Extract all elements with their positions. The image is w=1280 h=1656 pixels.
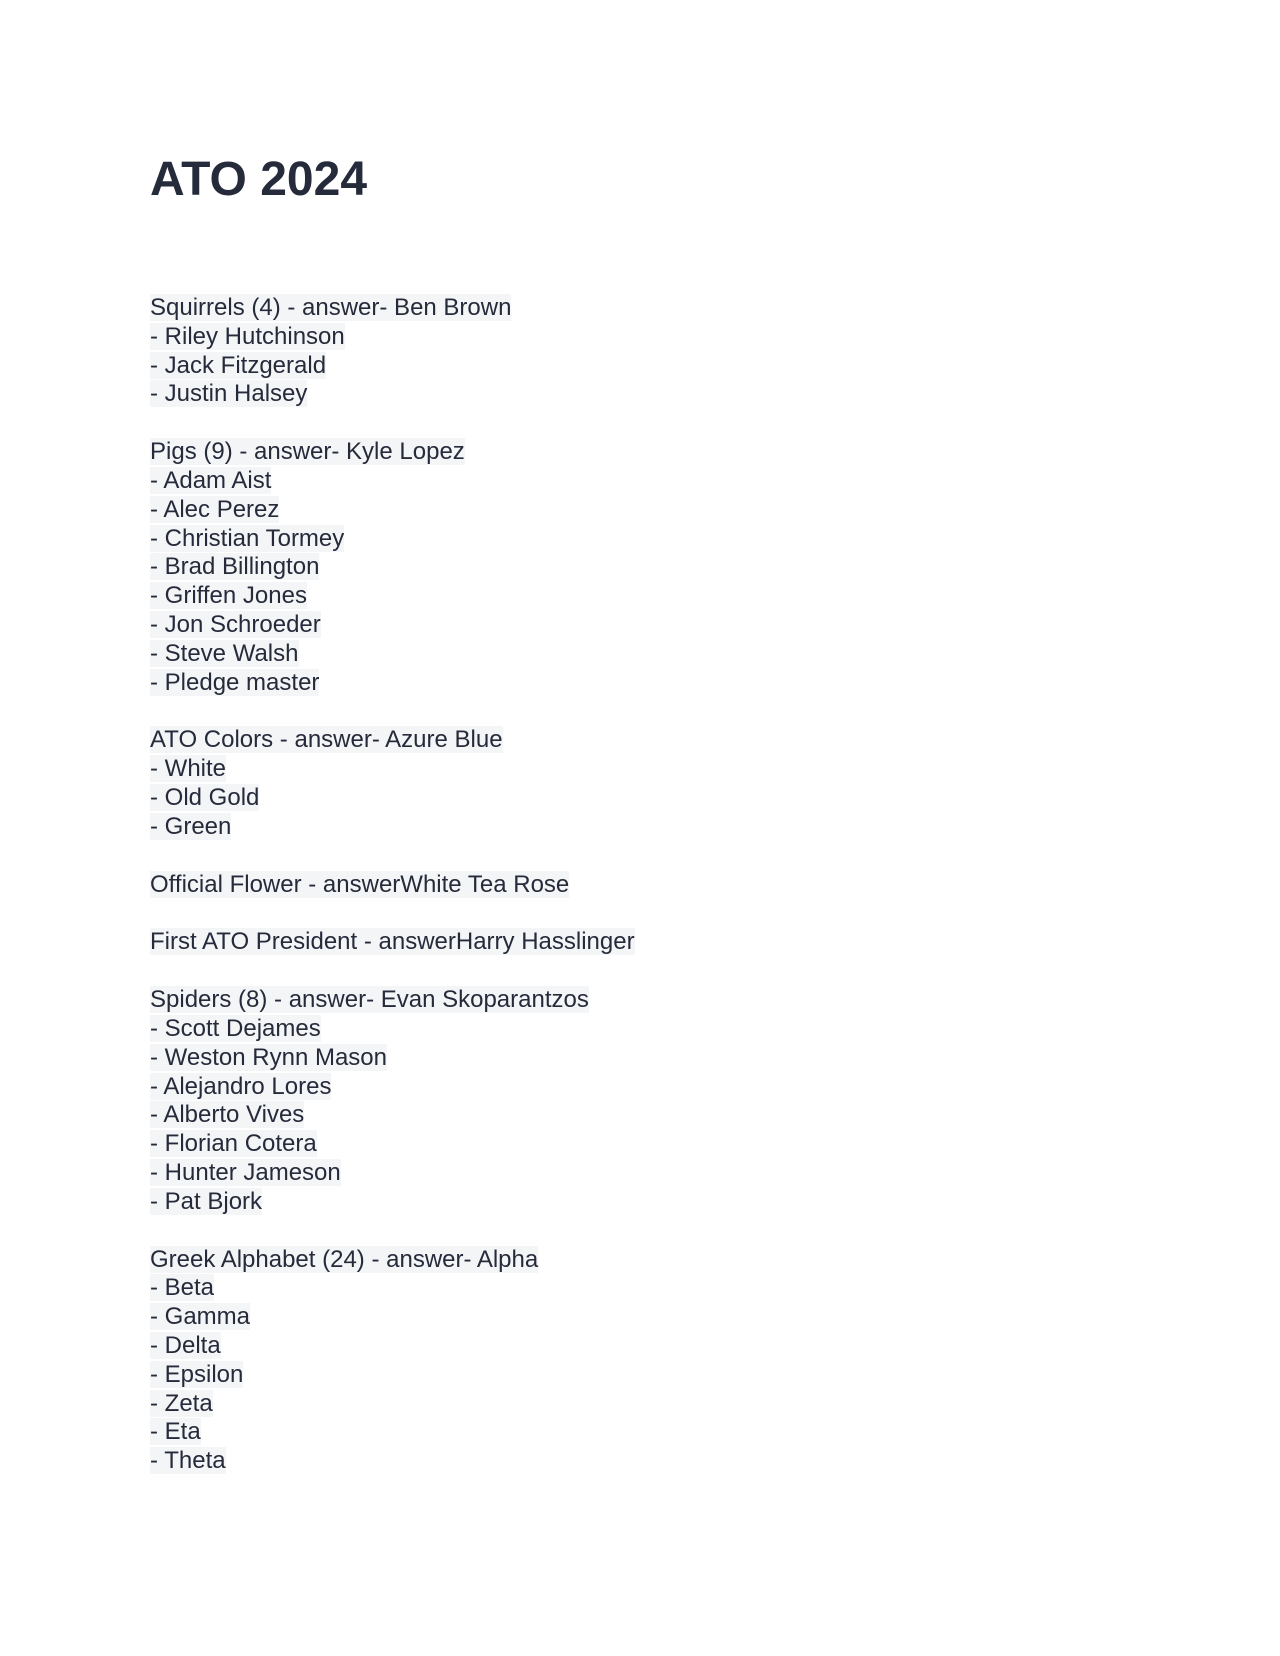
list-item [150, 1130, 1150, 1159]
list-item [150, 1390, 1150, 1419]
section-heading [150, 986, 1150, 1015]
list-item [150, 553, 1150, 582]
list-item [150, 1159, 1150, 1188]
section-heading [150, 294, 1150, 323]
section-heading-text: Official Flower - answerWhite Tea Rose [150, 870, 570, 898]
list-item-text: - Scott Dejames [150, 1014, 321, 1042]
quiz-section [150, 294, 1150, 409]
page-title: ATO 2024 [150, 153, 368, 206]
list-item-text: - Weston Rynn Mason [150, 1043, 387, 1071]
section-heading [150, 871, 1150, 900]
list-item [150, 582, 1150, 611]
list-item-text: - Alec Perez [150, 495, 280, 523]
list-item-text: - White [150, 755, 227, 783]
list-item [150, 323, 1150, 352]
section-heading-text: Spiders (8) - answer- Evan Skoparantzos [150, 986, 589, 1014]
list-item [150, 380, 1150, 409]
list-item-text: - Beta [150, 1274, 215, 1302]
section-heading-text: First ATO President - answerHarry Hasslinger [150, 928, 635, 956]
list-item [150, 784, 1150, 813]
section-heading-text: Pigs (9) - answer- Kyle Lopez [150, 438, 465, 466]
list-item [150, 813, 1150, 842]
quiz-section [150, 986, 1150, 1216]
quiz-section [150, 928, 1150, 957]
section-list [150, 294, 1150, 1476]
list-item [150, 1332, 1150, 1361]
list-item [150, 755, 1150, 784]
list-item [150, 669, 1150, 698]
list-item-text: - Florian Cotera [150, 1130, 317, 1158]
list-item-text: - Delta [150, 1331, 221, 1359]
list-item [150, 1101, 1150, 1130]
list-item-text: - Epsilon [150, 1360, 244, 1388]
section-heading [150, 928, 1150, 957]
list-item-text: - Justin Halsey [150, 380, 308, 408]
section-heading [150, 726, 1150, 755]
list-item-text: - Brad Billington [150, 553, 320, 581]
list-item-text: - Alberto Vives [150, 1101, 305, 1129]
list-item [150, 496, 1150, 525]
list-item-text: - Christian Tormey [150, 524, 345, 552]
list-item [150, 611, 1150, 640]
list-item [150, 1418, 1150, 1447]
list-item [150, 525, 1150, 554]
quiz-section [150, 1246, 1150, 1476]
list-item-text: - Alejandro Lores [150, 1072, 332, 1100]
list-item [150, 1303, 1150, 1332]
list-item-text: - Jack Fitzgerald [150, 351, 327, 379]
list-item [150, 1188, 1150, 1217]
list-item [150, 1073, 1150, 1102]
section-heading [150, 1246, 1150, 1275]
list-item [150, 1447, 1150, 1476]
list-item-text: - Pledge master [150, 668, 320, 696]
list-item-text: - Old Gold [150, 783, 260, 811]
quiz-section [150, 438, 1150, 697]
list-item [150, 640, 1150, 669]
list-item-text: - Eta [150, 1418, 201, 1446]
section-heading-text: Greek Alphabet (24) - answer- Alpha [150, 1245, 539, 1273]
list-item-text: - Gamma [150, 1303, 251, 1331]
list-item [150, 1044, 1150, 1073]
list-item-text: - Riley Hutchinson [150, 322, 345, 350]
section-heading-text: Squirrels (4) - answer- Ben Brown [150, 294, 512, 321]
list-item [150, 467, 1150, 496]
section-heading-text: ATO Colors - answer- Azure Blue [150, 726, 503, 754]
list-item [150, 352, 1150, 381]
list-item [150, 1274, 1150, 1303]
list-item-text: - Theta [150, 1447, 226, 1475]
list-item-text: - Green [150, 812, 232, 840]
list-item-text: - Steve Walsh [150, 639, 299, 667]
section-heading [150, 438, 1150, 467]
list-item-text: - Zeta [150, 1389, 213, 1417]
quiz-section [150, 726, 1150, 841]
document-page [150, 148, 1150, 1505]
list-item-text: - Jon Schroeder [150, 610, 321, 638]
list-item [150, 1015, 1150, 1044]
list-item-text: - Adam Aist [150, 466, 272, 494]
list-item-text: - Pat Bjork [150, 1187, 263, 1215]
list-item-text: - Griffen Jones [150, 582, 307, 610]
quiz-section [150, 871, 1150, 900]
list-item [150, 1361, 1150, 1390]
list-item-text: - Hunter Jameson [150, 1158, 341, 1186]
